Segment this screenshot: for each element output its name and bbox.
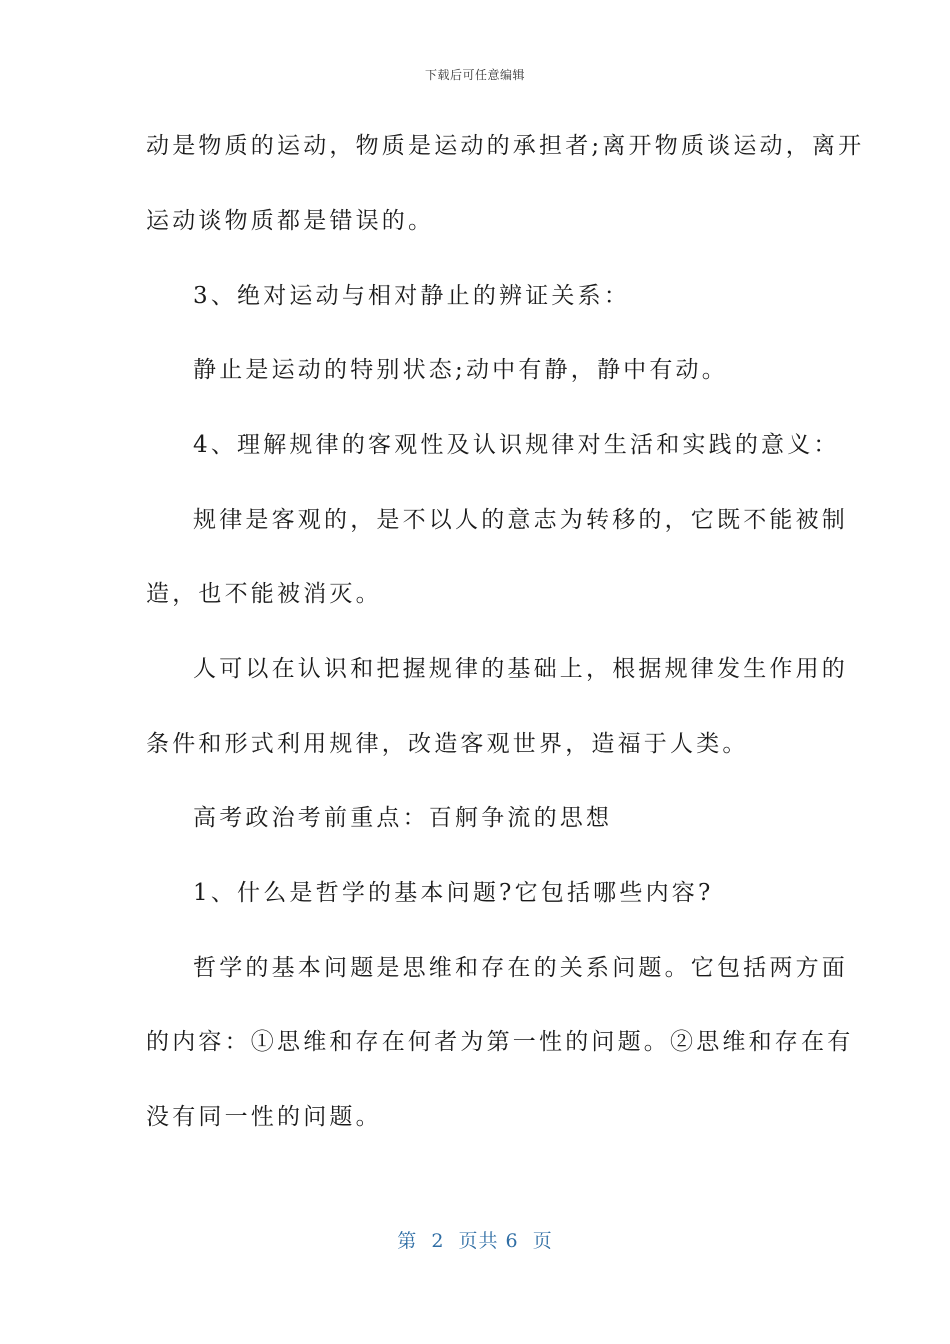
paragraph-line: 人可以在认识和把握规律的基础上，根据规律发生作用的 <box>193 656 848 682</box>
paragraph-line: 3、绝对运动与相对静止的辨证关系： <box>193 283 631 309</box>
paragraph-line: 造，也不能被消灭。 <box>146 581 382 607</box>
page-number: 第 2 页共 6 页 <box>397 1230 553 1252</box>
paragraph-line: 条件和形式利用规律，改造客观世界，造福于人类。 <box>146 731 749 757</box>
header-note: 下载后可任意编辑 <box>424 68 525 82</box>
paragraph-line: 运动谈物质都是错误的。 <box>146 208 435 234</box>
paragraph-line: 哲学的基本问题是思维和存在的关系问题。它包括两方面 <box>193 955 848 981</box>
paragraph-line: 的内容：①思维和存在何者为第一性的问题。②思维和存在有 <box>146 1029 854 1055</box>
paragraph-line: 动是物质的运动，物质是运动的承担者;离开物质谈运动，离开 <box>146 133 865 159</box>
paragraph-line: 规律是客观的，是不以人的意志为转移的，它既不能被制 <box>193 507 848 533</box>
question-line: 1、什么是哲学的基本问题?它包括哪些内容? <box>193 880 714 906</box>
paragraph-line: 没有同一性的问题。 <box>146 1104 382 1130</box>
paragraph-line: 4、理解规律的客观性及认识规律对生活和实践的意义： <box>193 432 840 458</box>
section-heading: 高考政治考前重点：百舸争流的思想 <box>193 805 613 831</box>
paragraph-line: 静止是运动的特别状态;动中有静，静中有动。 <box>193 357 728 383</box>
